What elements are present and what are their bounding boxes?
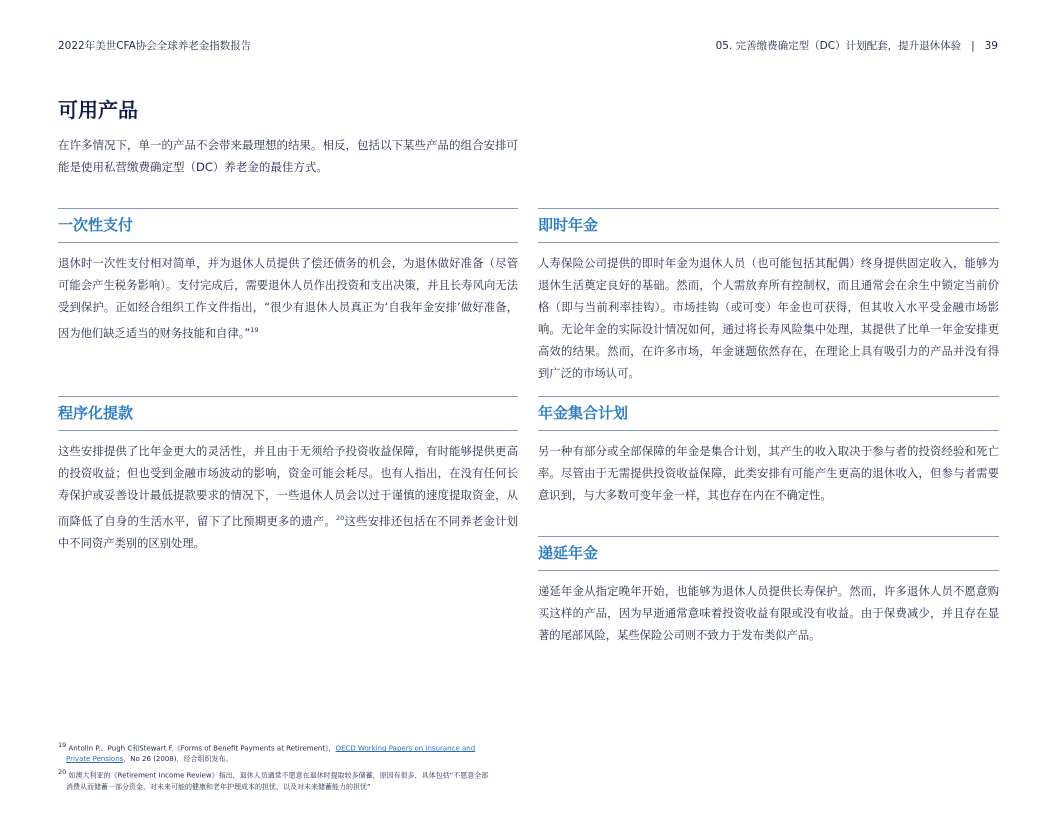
section-body: 人寿保险公司提供的即时年金为退休人员（也可能包括其配偶）终身提供固定收入，能够为退休生活奠定良好的基础。然而，个人需放弃所有控制权，而且通常会在余生中锁定当前价格（即与当前利率挂钩）。市场挂钩（或可变）年金也可获得，但其收入水平受金融市场影响。无论年金的实际设计情况如何，通过将长寿风险集中处理，其提供了比单一年金安排更高效的结果。然而，在许多市场，年金谜题依然存在，在理论上具有吸引力的产品并没有得到广泛的市场认可。 [538,257,999,380]
section-pooled-annuity [538,396,999,507]
footnote-link-cont[interactable]: Private Pensions [66,755,124,764]
footnote-link[interactable]: OECD Working Papers on Insurance and [335,744,476,753]
intro-paragraph: 在许多情况下，单一的产品不会带来最理想的结果。相反，包括以下某些产品的组合安排可能是使用私营缴费确定型（DC）养老金的最佳方式。 [58,138,518,174]
section-body [58,253,518,345]
footnote-number: 19 [58,741,67,749]
section-rule-bottom [538,242,999,243]
page-number: 39 [984,39,998,52]
footnotes [58,740,528,795]
section-lump-sum [58,208,518,345]
page-title: 可用产品 [58,98,138,122]
footnote-text-after: ，No 26 (2008)，经合组织发布。 [123,755,233,764]
section-body-text: 这些安排提供了比年金更大的灵活性，并且由于无须给予投资收益保障，有时能够提供更高的投资收益；但也受到金融市场波动的影响，资金可能会耗尽。也有人指出，在没有任何长寿保护或妥善设计最低提款要求的情况下，一些退休人员会以过于谨慎的速度提取资金，从而降低了自身的生活水平，留下了比预期更多的遗产。 [58,445,518,528]
section-body-text: 退休时一次性支付相对简单，并为退休人员提供了偿还债务的机会，为退休做好准备（尽管可能会产生税务影响）。支付完成后，需要退休人员作出投资和支出决策，并且长寿风向无法受到保护。正如经合组织工作文件指出，“很少有退休人员真正为‘自我年金安排’做好准备，因为他们缺乏适当的财务技能和自律。” [58,257,518,340]
section-rule-bottom [58,430,518,431]
header-separator: | [971,39,975,52]
footnote-text: 如澳大利亚的《Retirement Income Review》指出，退休人员通常不愿意在退休时提取较多储蓄，原因有很多，具体包括“不愿意全部 [68,771,489,780]
footnote-number: 20 [58,768,67,777]
section-heading: 一次性支付 [58,216,134,234]
section-body [58,441,518,555]
section-body: 递延年金从指定晚年开始，也能够为退休人员提供长寿保护。然而，许多退休人员不愿意购买这样的产品，因为早逝通常意味着投资收益有限或没有收益。由于保费减少，并且存在显著的尾部风险，某些保险公司则不致力于发布类似产品。 [538,585,999,642]
section-deferred-annuity [538,536,999,647]
footnote-ref: 19 [250,326,259,334]
section-heading: 即时年金 [538,216,599,234]
report-title: 2022年美世CFA协会全球养老金指数报告 [58,40,252,52]
section-body-text-cont: 这些安排还包括在不同养老金计划中不同资产类别的区别处理。 [58,514,518,550]
section-immediate-annuity [538,208,999,385]
footnote-ref: 20 [335,514,345,522]
section-rule-bottom [58,242,518,243]
chapter-title: 05. 完善缴费确定型（DC）计划配套，提升退休体验 [715,40,962,52]
footnote-20 [58,767,528,792]
running-header [716,38,998,53]
section-programmed-withdrawals [58,396,518,555]
footnote-19 [58,740,528,765]
section-heading: 程序化提款 [58,404,134,422]
footnote-text-cont: 消费从而储蓄一部分资金、对未来可能的健康和老年护理成本的担忧，以及对未来储蓄能力的担忧” [66,782,371,791]
section-rule-bottom [538,570,999,571]
section-heading: 年金集合计划 [538,404,629,422]
section-body: 另一种有部分或全部保障的年金是集合计划，其产生的收入取决于参与者的投资经验和死亡率。尽管由于无需提供投资收益保障，此类安排有可能产生更高的退休收入，但参与者需要意识到，与大多数可变年金一样，其也存在内在不确定性。 [538,445,999,502]
footnote-text: Antolin P.、Pugh C和Stewart F.《Forms of Benefit Payments at Retirement》， [68,744,336,753]
section-rule-bottom [538,430,999,431]
section-heading: 递延年金 [538,544,599,562]
